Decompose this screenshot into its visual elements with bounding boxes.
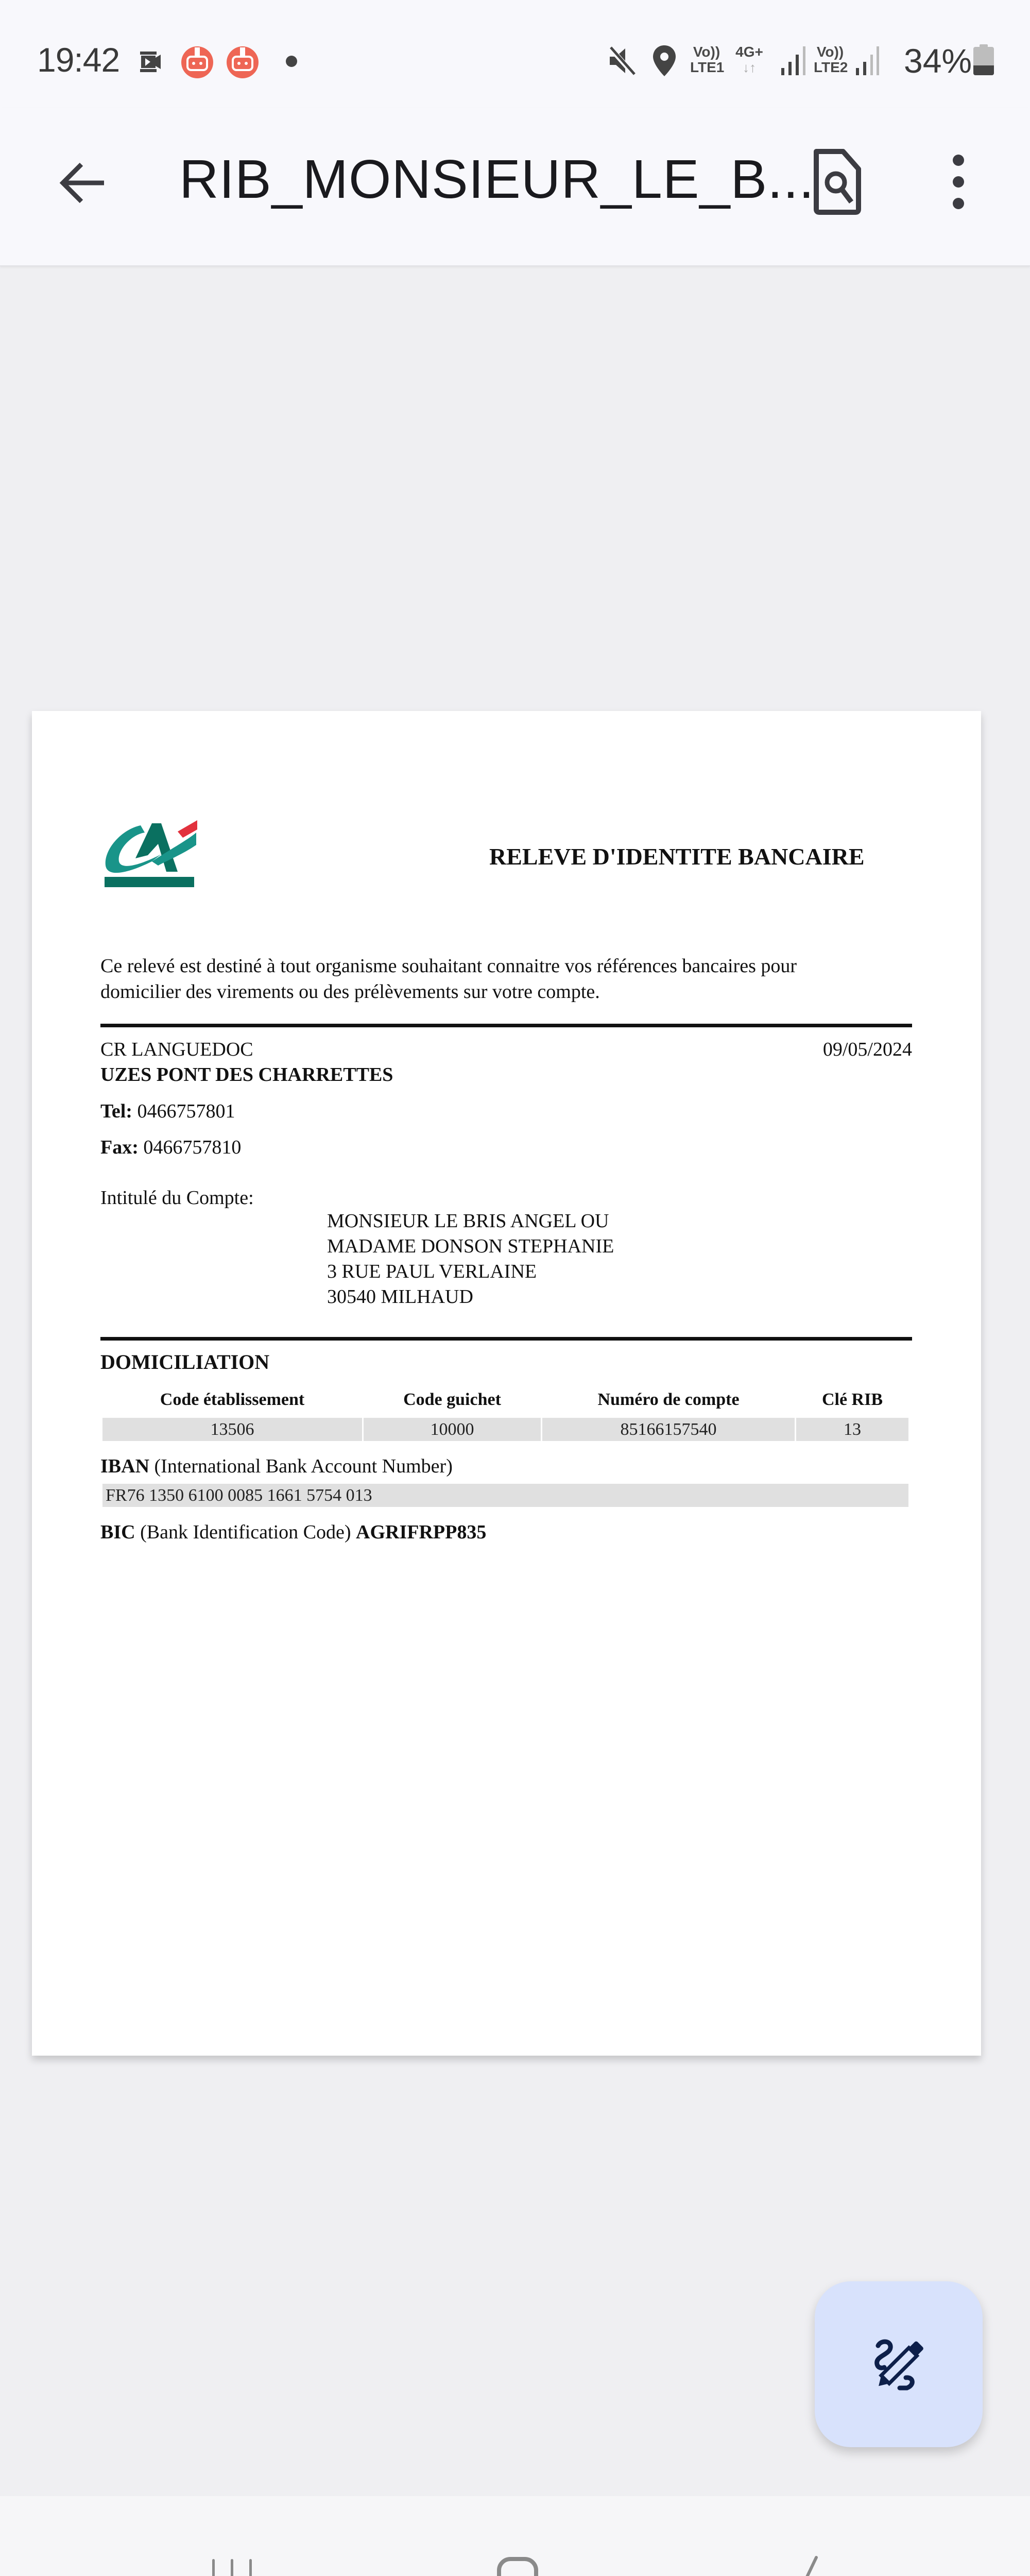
branch-name: UZES PONT DES CHARRETTES: [100, 1064, 393, 1086]
sign-button[interactable]: [815, 2281, 983, 2447]
signal-sim2-icon: [855, 45, 881, 76]
domiciliation-heading: DOMICILIATION: [100, 1350, 270, 1374]
network-type-icon: [734, 44, 765, 75]
recent-apps-icon[interactable]: [207, 2557, 253, 2576]
sim2-volte-label: Vo)): [816, 44, 844, 60]
iban-label: IBAN: [100, 1455, 150, 1477]
location-icon: [651, 44, 677, 77]
bic-value: AGRIFRPP835: [356, 1521, 487, 1543]
bank-name: CR LANGUEDOC: [100, 1039, 253, 1060]
holder-line: 3 RUE PAUL VERLAINE: [327, 1261, 537, 1282]
fax-value: 0466757810: [143, 1137, 242, 1158]
app-bar: [0, 108, 1030, 266]
home-icon[interactable]: [497, 2557, 538, 2576]
divider: [100, 1024, 912, 1027]
tel-value: 0466757801: [137, 1100, 235, 1122]
volte-sim2-icon: [814, 44, 847, 75]
iban-value: FR76 1350 6100 0085 1661 5754 013: [102, 1484, 908, 1507]
back-icon[interactable]: [791, 2555, 821, 2576]
bic-line: [100, 1521, 486, 1544]
navigation-bar: [0, 2496, 1030, 2576]
holder-line: MONSIEUR LE BRIS ANGEL OU: [327, 1210, 609, 1232]
intro-line-1: Ce relevé est destiné à tout organisme souhaitant connaitre vos références bancaires pour: [100, 955, 797, 977]
credit-agricole-logo: [100, 814, 198, 891]
holder-line: MADAME DONSON STEPHANIE: [327, 1235, 614, 1257]
iban-label-line: [100, 1455, 453, 1478]
bic-label: BIC: [100, 1521, 135, 1543]
screen-recorder-icon: [138, 45, 163, 78]
intro-line-2: domicilier des virements ou des prélèvements sur votre compte.: [100, 981, 600, 1003]
account-title-label: Intitulé du Compte:: [100, 1187, 254, 1209]
document-heading: RELEVE D'IDENTITE BANCAIRE: [489, 843, 865, 870]
battery-percent: 34%: [904, 42, 972, 80]
code-etablissement-value: 13506: [102, 1418, 362, 1441]
document-date: 09/05/2024: [822, 1039, 912, 1060]
account-holder: [327, 1209, 614, 1310]
tel-label: Tel:: [100, 1100, 132, 1122]
arrow-left-icon[interactable]: [57, 157, 108, 209]
numero-compte-value: 85166157540: [542, 1418, 795, 1441]
iban-description: (International Bank Account Number): [154, 1455, 453, 1477]
data-activity-arrows-icon: ↓↑: [743, 60, 756, 75]
sign-pen-icon: [868, 2334, 930, 2396]
more-vert-icon[interactable]: [951, 154, 966, 210]
document-title: RIB_MONSIEUR_LE_B...: [179, 149, 815, 210]
divider: [100, 1337, 912, 1341]
app-notification-icon: [226, 45, 260, 79]
col-header-cle-rib: Clé RIB: [821, 1390, 883, 1409]
signal-sim1-icon: [780, 45, 808, 76]
more-notifications-dot-icon: [286, 56, 297, 67]
mute-icon: [607, 45, 638, 76]
app-notification-icon: [180, 45, 214, 79]
document-search-icon[interactable]: [811, 148, 863, 215]
status-time: 19:42: [37, 41, 120, 79]
cle-rib-value: 13: [796, 1418, 908, 1441]
volte-sim1-icon: [690, 44, 723, 75]
col-header-code-etablissement: Code établissement: [160, 1390, 305, 1409]
pdf-page[interactable]: [32, 711, 981, 2056]
col-header-numero-compte: Numéro de compte: [597, 1390, 740, 1409]
sim2-lte-label: LTE2: [814, 59, 848, 75]
network-type-label: 4G+: [735, 44, 763, 60]
fax-label: Fax:: [100, 1137, 139, 1158]
holder-line: 30540 MILHAUD: [327, 1286, 473, 1308]
fax-line: [100, 1136, 241, 1159]
sim1-lte-label: LTE1: [690, 59, 725, 75]
bic-description: (Bank Identification Code): [140, 1521, 351, 1543]
battery-icon: [973, 44, 994, 75]
status-bar: [0, 0, 1030, 108]
intro-paragraph: [100, 953, 797, 1005]
tel-line: [100, 1100, 235, 1123]
code-guichet-value: 10000: [364, 1418, 541, 1441]
col-header-code-guichet: Code guichet: [403, 1390, 501, 1409]
sim1-volte-label: Vo)): [693, 44, 720, 60]
